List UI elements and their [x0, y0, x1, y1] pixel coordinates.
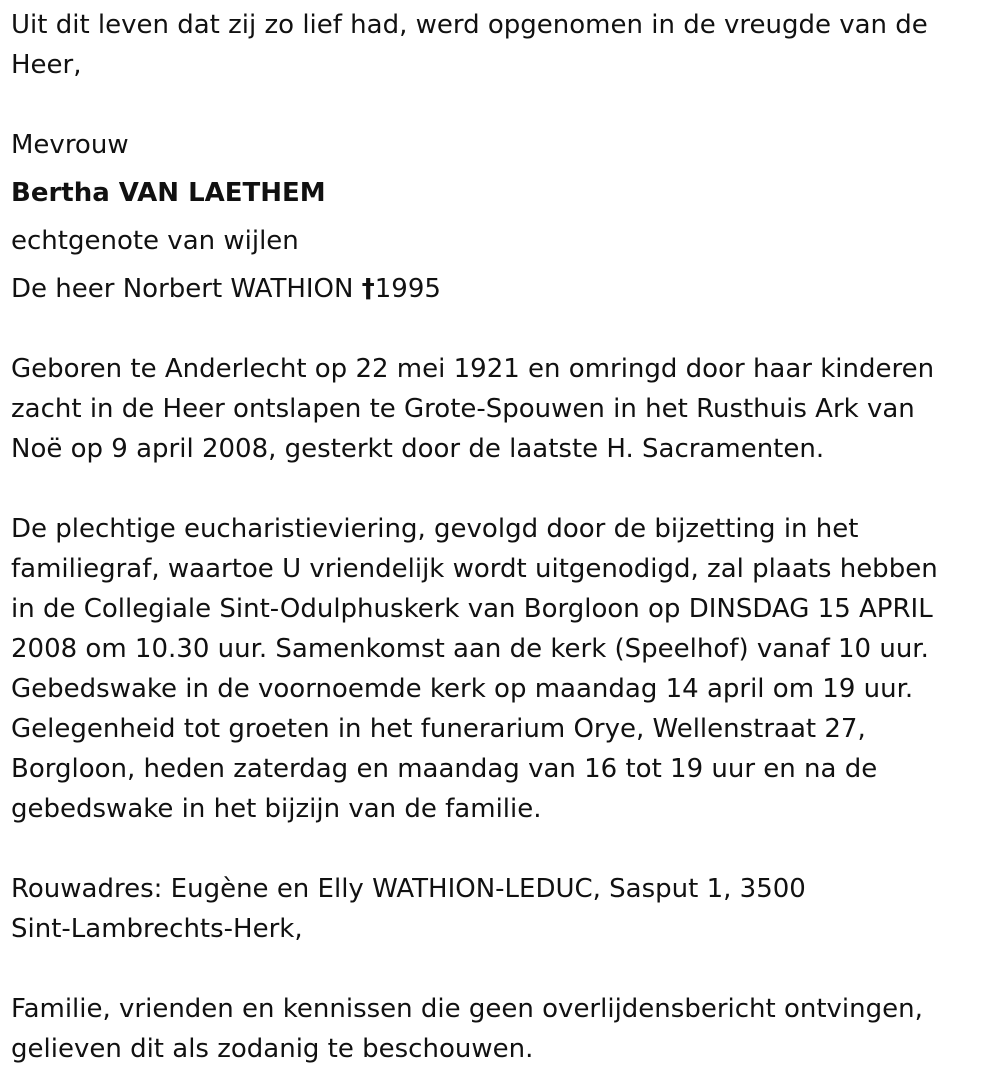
text-line: familiegraf, waartoe U vriendelijk wordt uitgenodigd, zal plaats hebben [11, 554, 938, 584]
deceased-name: Bertha VAN LAETHEM [11, 178, 326, 208]
mourning-address-paragraph [11, 869, 986, 949]
paragraph-gap [11, 469, 986, 509]
text-line: zacht in de Heer ontslapen te Grote-Spouwen in het Rusthuis Ark van [11, 394, 915, 424]
text-line: Noë op 9 april 2008, gesterkt door de laatste H. Sacramenten. [11, 434, 825, 464]
text-line: Familie, vrienden en kennissen die geen overlijdensbericht ontvingen, [11, 994, 923, 1024]
text-line: Rouwadres: Eugène en Elly WATHION-LEDUC, Sasput 1, 3500 [11, 874, 806, 904]
text-line: 2008 om 10.30 uur. Samenkomst aan de kerk (Speelhof) vanaf 10 uur. [11, 634, 929, 664]
spouse-death-year: 1995 [374, 274, 441, 304]
deceased-block [11, 121, 986, 313]
text-line: Gebedswake in de voornoemde kerk op maandag 14 april om 19 uur. [11, 674, 914, 704]
text-line: Borgloon, heden zaterdag en maandag van 16 tot 19 uur en na de [11, 754, 878, 784]
ceremony-paragraph [11, 509, 986, 829]
text-line: Uit dit leven dat zij zo lief had, werd opgenomen in de vreugde van de [11, 10, 928, 40]
spouse-intro: echtgenote van wijlen [11, 226, 299, 256]
intro-paragraph [11, 5, 986, 85]
text-line: Gelegenheid tot groeten in het funerarium Orye, Wellenstraat 27, [11, 714, 866, 744]
text-line: Sint-Lambrechts-Herk, [11, 914, 303, 944]
birth-death-paragraph [11, 349, 986, 469]
text-line: gebedswake in het bijzijn van de familie. [11, 794, 542, 824]
text-line: gelieven dit als zodanig te beschouwen. [11, 1034, 534, 1064]
paragraph-gap [11, 949, 986, 989]
closing-paragraph [11, 989, 986, 1069]
salutation: Mevrouw [11, 130, 129, 160]
spouse-line [11, 265, 986, 313]
notice-text [11, 5, 986, 1069]
paragraph-gap [11, 829, 986, 869]
text-line: Heer, [11, 50, 82, 80]
paragraph-gap [11, 85, 986, 125]
text-line: De plechtige eucharistieviering, gevolgd door de bijzetting in het [11, 514, 859, 544]
paragraph-gap [11, 313, 986, 349]
spouse-name: De heer Norbert WATHION [11, 274, 362, 304]
text-line: in de Collegiale Sint-Odulphuskerk van Borgloon op DINSDAG 15 APRIL [11, 594, 933, 624]
cross-icon: † [361, 274, 375, 304]
text-line: Geboren te Anderlecht op 22 mei 1921 en omringd door haar kinderen [11, 354, 935, 384]
